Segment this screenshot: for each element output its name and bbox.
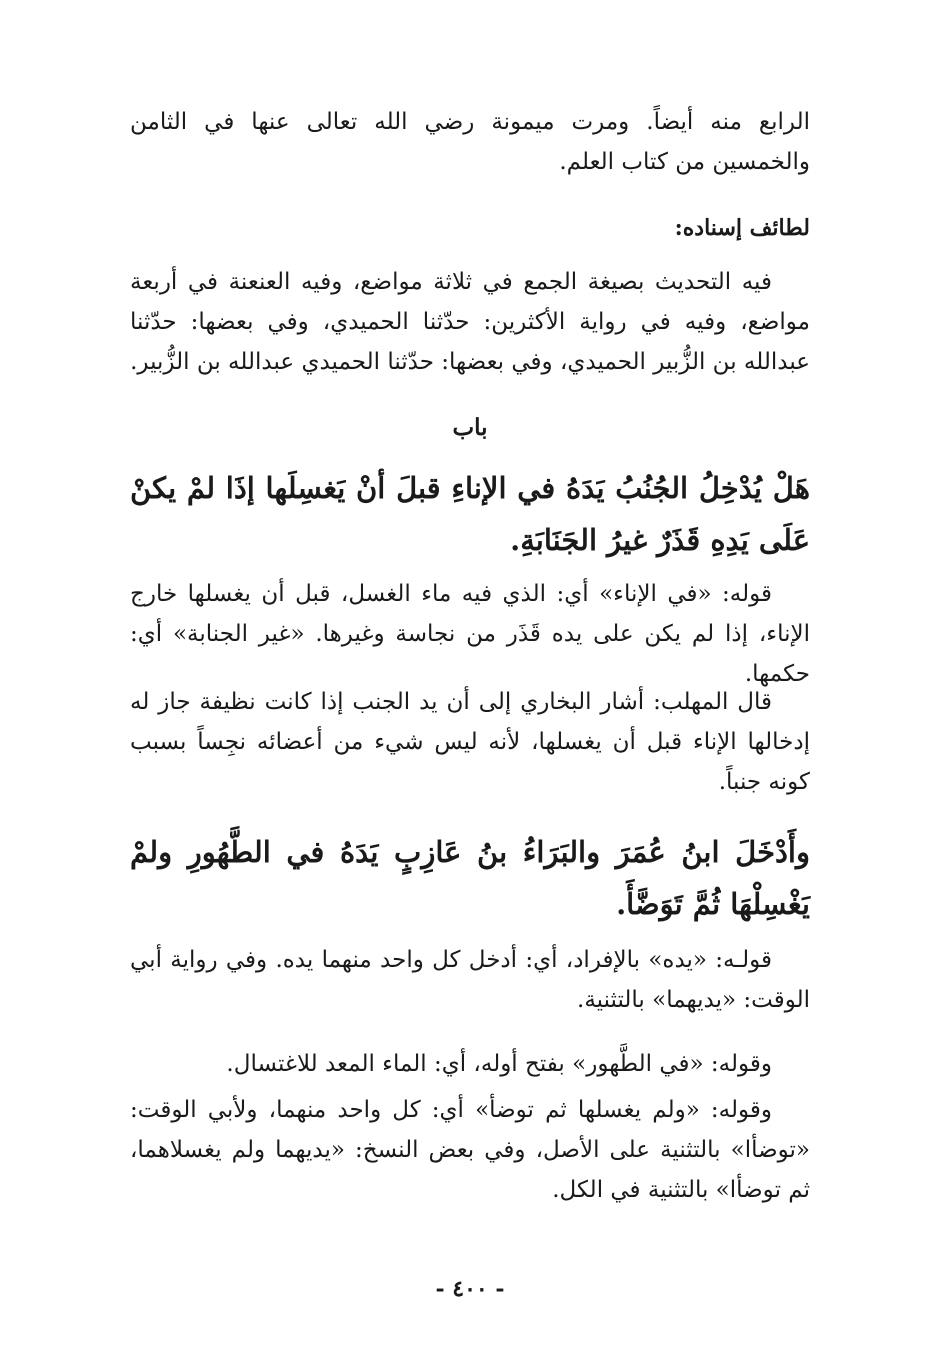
paragraph-muhallab: قال المهلب: أشار البخاري إلى أن يد الجنب إذا كانت نظيفة جاز له إدخالها الإناء قبل أن يغسلها، لأنه ليس شيء من أعضائه نجِساً بسبب كونه جنباً. — [130, 689, 810, 795]
chapter-title: هَلْ يُدْخِلُ الجُنُبُ يَدَهُ في الإناءِ قبلَ أنْ يَغسِلَها إذَا لمْ يكنْ عَلَى يَدِهِ قَذَرٌ غيرُ الجَنَابَةِ. — [130, 471, 810, 557]
hadith-text: وأَدْخَلَ ابنُ عُمَرَ والبَرَاءُ بنُ عَازِبٍ يَدَهُ في الطَّهُورِ ولمْ يَغْسِلْهَا ثُمَّ تَوَضَّأَ. — [130, 835, 810, 921]
paragraph-commentary-3: وقوله: «في الطَّهور» بفتح أوله، أي: الماء المعد للاغتسال. — [226, 1051, 772, 1077]
page-number: - ٤٠٠ - — [435, 1276, 505, 1302]
paragraph-continuation: الرابع منه أيضاً. ومرت ميمونة رضي الله تعالى عنها في الثامن والخمسين من كتاب العلم. — [130, 109, 810, 175]
section-heading-lataif: لطائف إسناده: — [674, 215, 810, 241]
paragraph-commentary-1: قوله: «في الإناء» أي: الذي فيه ماء الغسل، قبل أن يغسلها خارج الإناء، إذا لم يكن على يده قَذَر من نجاسة وغيرها. «غير الجنابة» أي: حكمها. — [130, 581, 810, 687]
paragraph-commentary-2: قولـه: «يده» بالإفراد، أي: أدخل كل واحد منهما يده. وفي رواية أبي الوقت: «يديهما» بالتثنية. — [130, 947, 810, 1013]
paragraph-commentary-4: وقوله: «ولم يغسلها ثم توضأ» أي: كل واحد منهما، ولأبي الوقت: «توضأا» بالتثنية على الأصل، وفي بعض النسخ: «يديهما ولم يغسلاهما، ثم توضأا» بالتثنية في الكل. — [130, 1097, 810, 1203]
paragraph-isnad: فيه التحديث بصيغة الجمع في ثلاثة مواضع، وفيه العنعنة في أربعة مواضع، وفيه في رواية الأكثرين: حدّثنا الحميدي، وفي بعضها: حدّثنا عبدالله بن الزُّبير الحميدي، وفي بعضها: حدّثنا الحميدي عبدالله بن الزُّبير. — [130, 269, 810, 375]
chapter-label: باب — [452, 414, 488, 441]
